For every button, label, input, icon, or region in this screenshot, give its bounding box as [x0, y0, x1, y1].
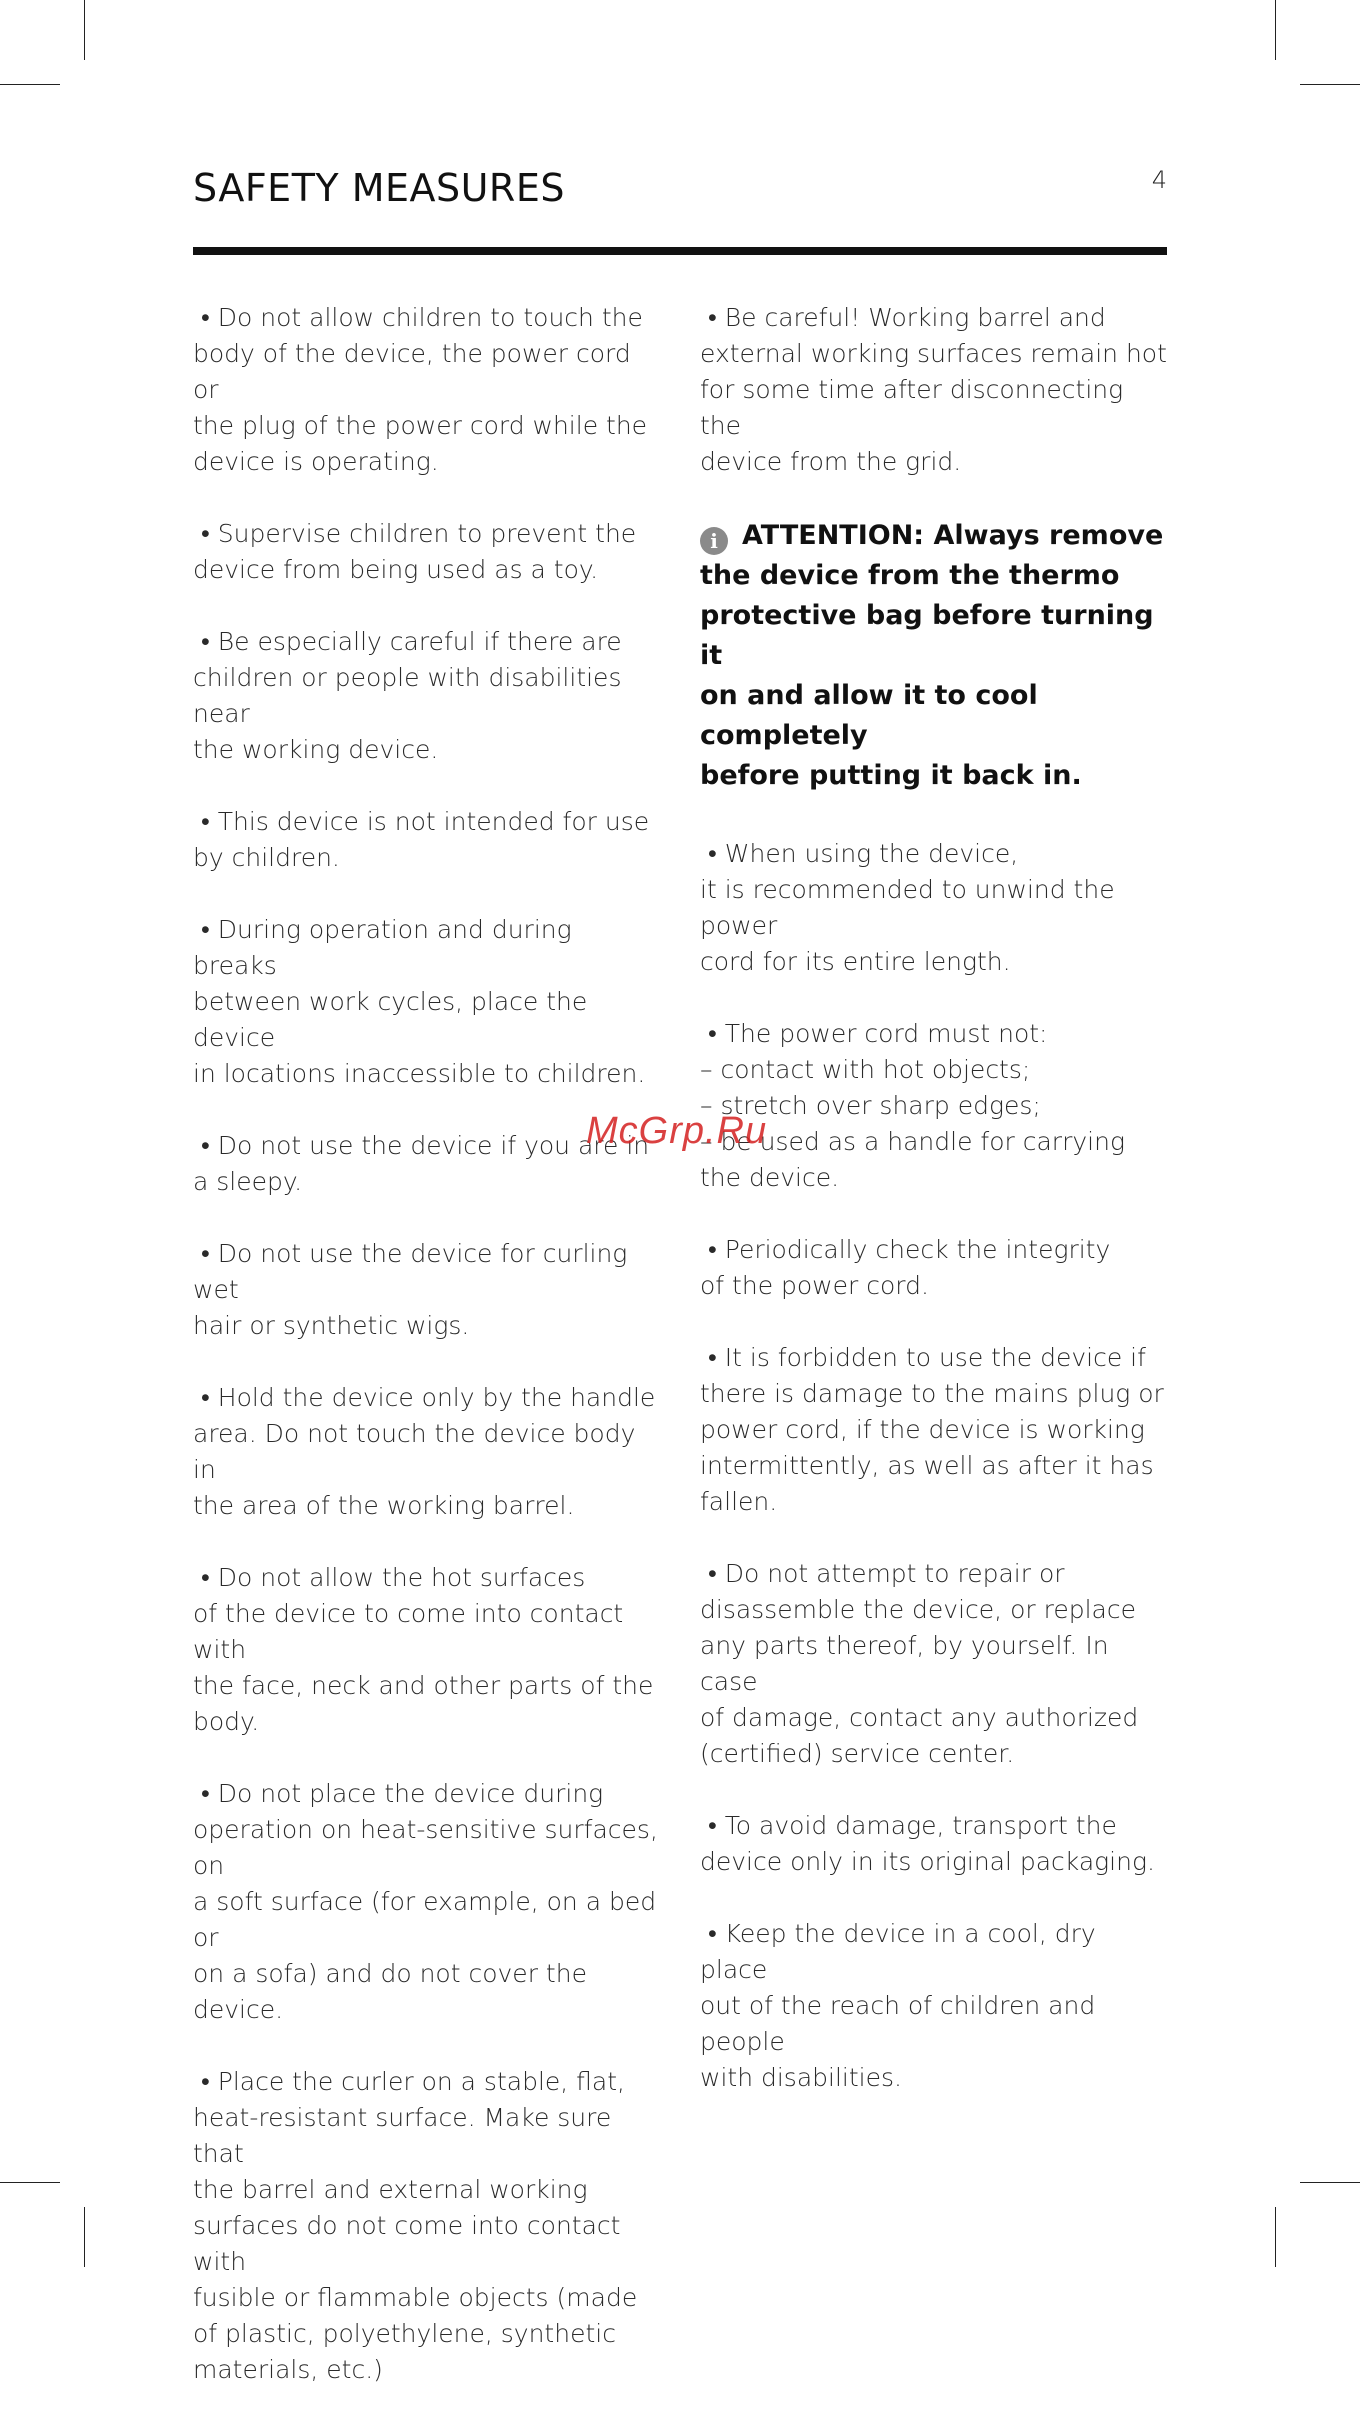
safety-item: • Do not attempt to repair or disassemble the device, or replace any parts thereof, by yourself. In case of damage, contact any authorized (certified) service center. — [700, 1559, 1139, 1768]
bullet-icon: • — [201, 807, 210, 836]
crop-mark — [0, 84, 60, 85]
bullet-icon: • — [708, 1235, 717, 1264]
crop-mark — [84, 0, 85, 60]
bullet-icon: • — [201, 1239, 210, 1268]
safety-item: • Do not place the device during operation on heat-sensitive surfaces, on a soft surface (for example, on a bed or on a sofa) and do not cover the device. — [193, 1779, 658, 2024]
bullet-icon: • — [201, 627, 210, 656]
crop-mark — [84, 2207, 85, 2267]
safety-item: • To avoid damage, transport the device only in its original packaging. — [700, 1811, 1155, 1876]
crop-mark — [1275, 2207, 1276, 2267]
safety-item: • Do not use the device if you are in a sleepy. — [193, 1131, 650, 1196]
crop-mark — [1300, 2182, 1360, 2183]
bullet-icon: • — [201, 2067, 210, 2096]
right-column — [700, 300, 1170, 2132]
safety-item: • Be careful! Working barrel and external working surfaces remain hot for some time after disconnecting the device from the grid. — [700, 303, 1167, 476]
bullet-icon: • — [708, 839, 717, 868]
bullet-icon: • — [201, 1779, 210, 1808]
bullet-icon: • — [708, 1559, 717, 1588]
safety-item: • Do not use the device for curling wet hair or synthetic wigs. — [193, 1239, 628, 1340]
bullet-icon: • — [708, 1919, 717, 1948]
header-divider — [193, 247, 1167, 255]
safety-item: • Do not allow children to touch the body of the device, the power cord or the plug of the power cord while the device is operating. — [193, 303, 648, 476]
bullet-icon: • — [201, 1131, 210, 1160]
bullet-icon: • — [201, 519, 210, 548]
crop-mark — [1275, 0, 1276, 60]
safety-item: • Place the curler on a stable, flat, heat-resistant surface. Make sure that the barrel and external working surfaces do not come into contact with fusible or flammable objects (made of plastic, polyethylene, synthetic materials, etc.) — [193, 2067, 638, 2384]
attention-notice: i ATTENTION: Always remove the device from the thermo protective bag before turning it on and allow it to cool completely before putting it back in. — [700, 520, 1164, 791]
bullet-icon: • — [201, 915, 210, 944]
page-header — [193, 162, 1167, 210]
safety-item: • Periodically check the integrity of the power cord. — [700, 1235, 1111, 1300]
safety-item: • Hold the device only by the handle area. Do not touch the device body in the area of the working barrel. — [193, 1383, 656, 1520]
page-title: SAFETY MEASURES — [193, 166, 565, 210]
bullet-icon: • — [201, 1563, 210, 1592]
bullet-icon: • — [708, 303, 717, 332]
bullet-icon: • — [201, 1383, 210, 1412]
safety-item: • Keep the device in a cool, dry place out of the reach of children and people with disabilities. — [700, 1919, 1096, 2092]
crop-mark — [1300, 84, 1360, 85]
safety-item: • Be especially careful if there are children or people with disabilities near the working device. — [193, 627, 622, 764]
safety-item: • The power cord must not: – contact with hot objects; – stretch over sharp edges; – be used as a handle for carrying the device. — [700, 1019, 1125, 1192]
safety-item: • This device is not intended for use by children. — [193, 807, 650, 872]
crop-mark — [0, 2182, 60, 2183]
info-icon: i — [700, 527, 728, 555]
safety-item: • During operation and during breaks between work cycles, place the device in locations inaccessible to children. — [193, 915, 646, 1088]
safety-item: • Do not allow the hot surfaces of the device to come into contact with the face, neck and other parts of the body. — [193, 1563, 654, 1736]
bullet-icon: • — [708, 1019, 717, 1048]
left-column — [193, 300, 663, 2424]
page-number: 4 — [1151, 166, 1167, 194]
watermark: McGrp.Ru — [586, 1110, 768, 1152]
bullet-icon: • — [708, 1343, 717, 1372]
safety-item: • When using the device, it is recommended to unwind the power cord for its entire length. — [700, 839, 1115, 976]
bullet-icon: • — [201, 303, 210, 332]
bullet-icon: • — [708, 1811, 717, 1840]
safety-item: • Supervise children to prevent the device from being used as a toy. — [193, 519, 637, 584]
safety-item: • It is forbidden to use the device if there is damage to the mains plug or power cord, if the device is working intermittently, as well as after it has fallen. — [700, 1343, 1164, 1516]
